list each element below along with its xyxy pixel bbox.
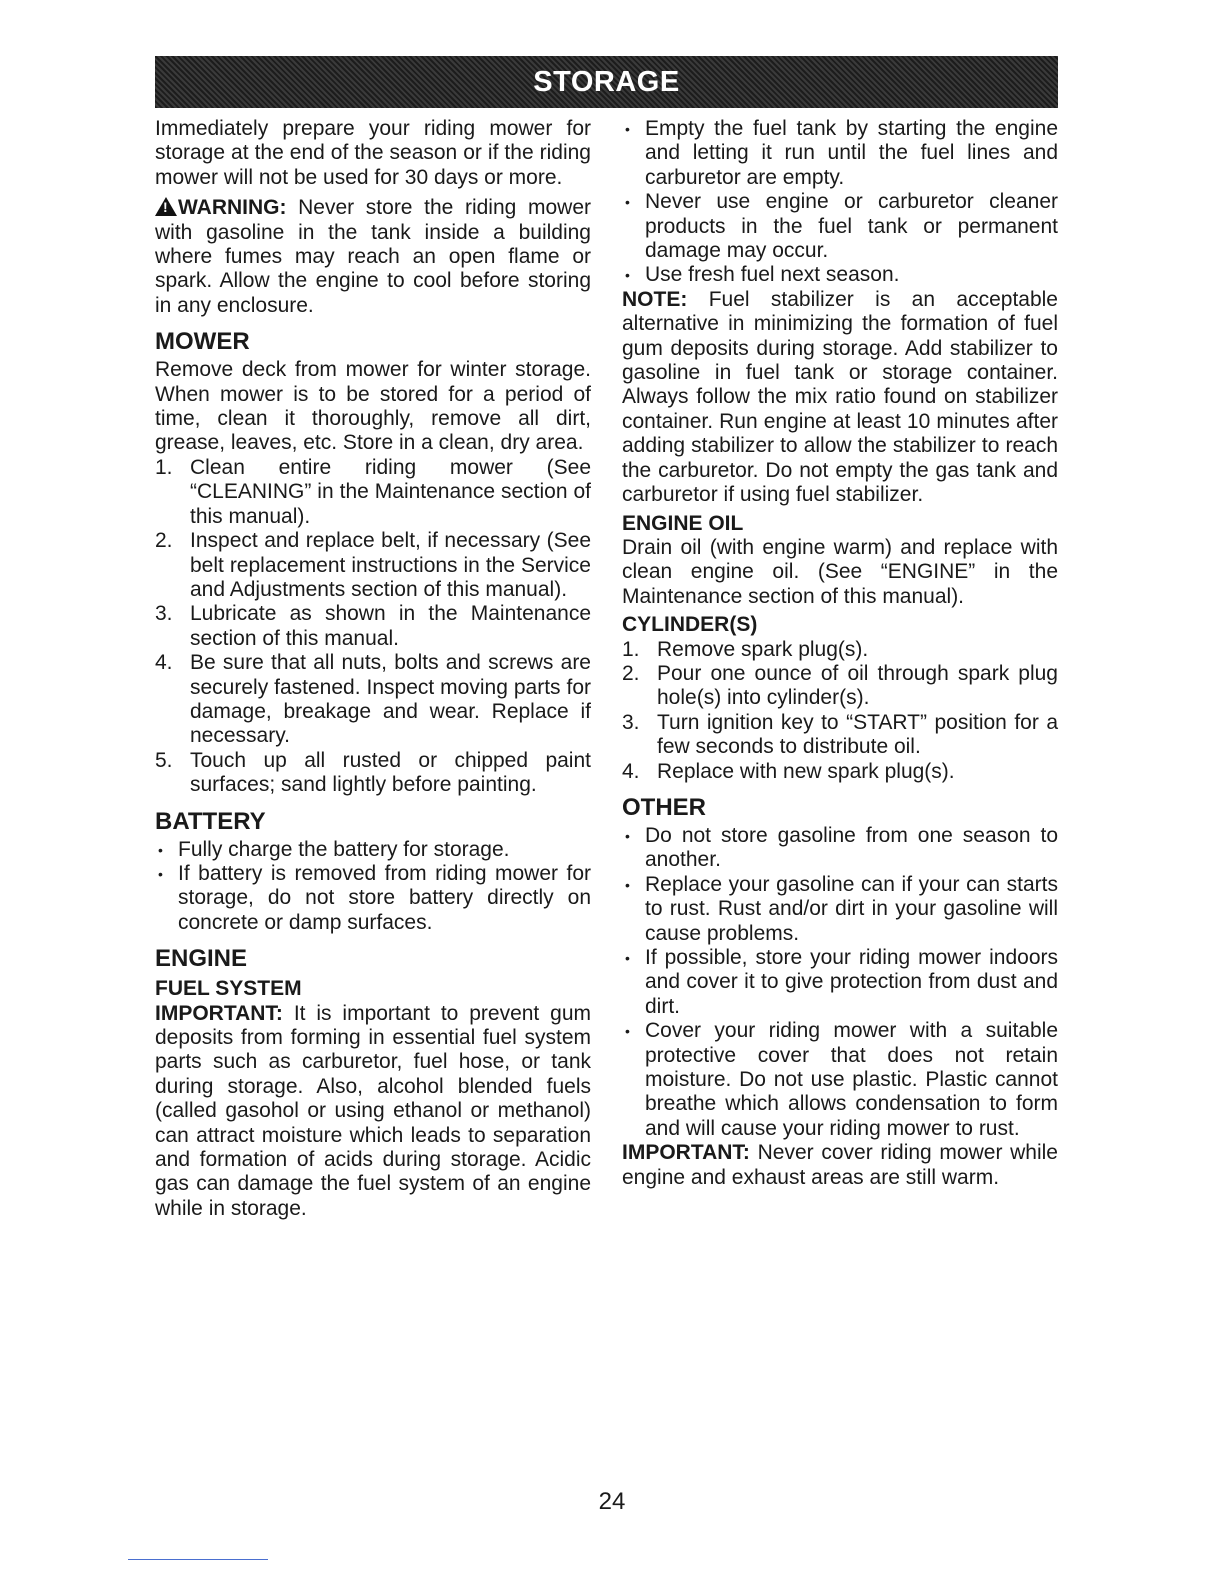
engine-heading: ENGINE xyxy=(155,945,248,973)
title-banner xyxy=(155,56,1058,108)
list-item: 1. Remove spark plug(s). xyxy=(622,637,869,661)
mower-heading: MOWER xyxy=(155,328,250,356)
other-bullets xyxy=(622,824,1058,1141)
list-item: • If battery is removed from riding mower for storage, do not store battery directly on concrete or damp surfaces. xyxy=(155,862,591,935)
battery-heading: BATTERY xyxy=(155,807,266,835)
page-title: STORAGE xyxy=(533,65,680,98)
mower-paragraph: Remove deck from mower for winter storage. When mower is to be stored for a period of time, clean it thoroughly, remove all dirt, grease, leaves, etc. Store in a clean, dry area. xyxy=(155,358,591,455)
list-item: • Replace your gasoline can if your can starts to rust. Rust and/or dirt in your gasoline will cause problems. xyxy=(622,873,1058,946)
other-important-paragraph: IMPORTANT: Never cover riding mower while engine and exhaust areas are still warm. xyxy=(622,1141,1058,1189)
warning-paragraph xyxy=(155,196,591,318)
list-item: • Empty the fuel tank by starting the engine and letting it run until the fuel lines and carburetor are empty. xyxy=(622,117,1058,190)
right-column xyxy=(622,117,1058,1190)
list-item: 3. Turn ignition key to “START” position for a few seconds to distribute oil. xyxy=(622,710,1058,759)
list-item: • Fully charge the battery for storage. xyxy=(155,838,591,862)
list-item: 2. Pour one ounce of oil through spark plug hole(s) into cylinder(s). xyxy=(622,661,1058,710)
fuel-bullets xyxy=(622,117,1058,288)
list-item: • Cover your riding mower with a suitable protective cover that does not retain moisture. Do not use plastic. Plastic cannot breathe which allows condensation to form and will cause your riding mower to rust. xyxy=(622,1019,1058,1141)
battery-bullets xyxy=(155,838,591,936)
list-item: 2. Inspect and replace belt, if necessary (See belt replacement instructions in the Service and Adjustments section of this manual). xyxy=(155,529,591,601)
list-item: 3. Lubricate as shown in the Maintenance section of this manual. xyxy=(155,602,591,650)
list-item: 4. Replace with new spark plug(s). xyxy=(622,759,955,783)
cylinders-heading: CYLINDER(S) xyxy=(622,613,758,637)
list-item: 1. Clean entire riding mower (See “CLEANING” in the Maintenance section of this manual). xyxy=(155,455,591,528)
other-heading: OTHER xyxy=(622,793,706,821)
intro-paragraph: Immediately prepare your riding mower for storage at the end of the season or if the riding mower will not be used for 30 days or more. xyxy=(155,117,591,189)
list-item: • If possible, store your riding mower indoors and cover it to give protection from dust and dirt. xyxy=(622,946,1058,1019)
list-item: 4. Be sure that all nuts, bolts and screws are securely fastened. Inspect moving parts for damage, breakage and wear. Replace if necessary. xyxy=(155,651,591,748)
warning-text: Never store the riding mower with gasoline in the tank inside a building where fumes may reach an open flame or spark. Allow the engine to cool before storing in any enclosure. xyxy=(155,196,591,317)
list-item: • Do not store gasoline from one season to another. xyxy=(622,824,1058,873)
note-paragraph: NOTE: Fuel stabilizer is an acceptable alternative in minimizing the formation of fuel gum deposits during storage. Add stabilizer to gasoline in fuel tank or storage container. Always follow the mix ratio found on stabilizer container. Run engine at least 10 minutes after adding stabilizer to allow the stabilizer to reach the carburetor. Do not empty the gas tank and carburetor if using fuel stabilizer. xyxy=(622,287,1058,507)
important-label: IMPORTANT: xyxy=(155,1001,283,1025)
engine-oil-heading: ENGINE OIL xyxy=(622,511,744,535)
warning-triangle-icon xyxy=(155,197,177,216)
left-column xyxy=(155,117,591,1221)
cylinder-steps xyxy=(622,638,1058,784)
list-item: 5. Touch up all rusted or chipped paint surfaces; sand lightly before painting. xyxy=(155,748,591,797)
list-item: • Use fresh fuel next season. xyxy=(622,263,1058,287)
fuel-system-heading: FUEL SYSTEM xyxy=(155,977,302,1001)
fuel-important-paragraph: IMPORTANT: It is important to prevent gum deposits from forming in essential fuel system parts such as carburetor, fuel hose, or tank during storage. Also, alcohol blended fuels (called gasohol or using ethanol or methanol) can attract moisture which leads to separation and formation of acids during storage. Acidic gas can damage the fuel system of an engine while in storage. xyxy=(155,1001,591,1220)
engine-oil-paragraph: Drain oil (with engine warm) and replace with clean engine oil. (See “ENGINE” in the Maintenance section of this manual). xyxy=(622,535,1058,608)
note-label: NOTE: xyxy=(622,287,688,311)
mower-steps xyxy=(155,456,591,798)
warning-label: WARNING: xyxy=(178,196,287,220)
important-label: IMPORTANT: xyxy=(622,1141,750,1165)
list-item: • Never use engine or carburetor cleaner products in the fuel tank or permanent damage may occur. xyxy=(622,190,1058,263)
page-number: 24 xyxy=(598,1488,626,1515)
footer-rule xyxy=(128,1559,268,1560)
